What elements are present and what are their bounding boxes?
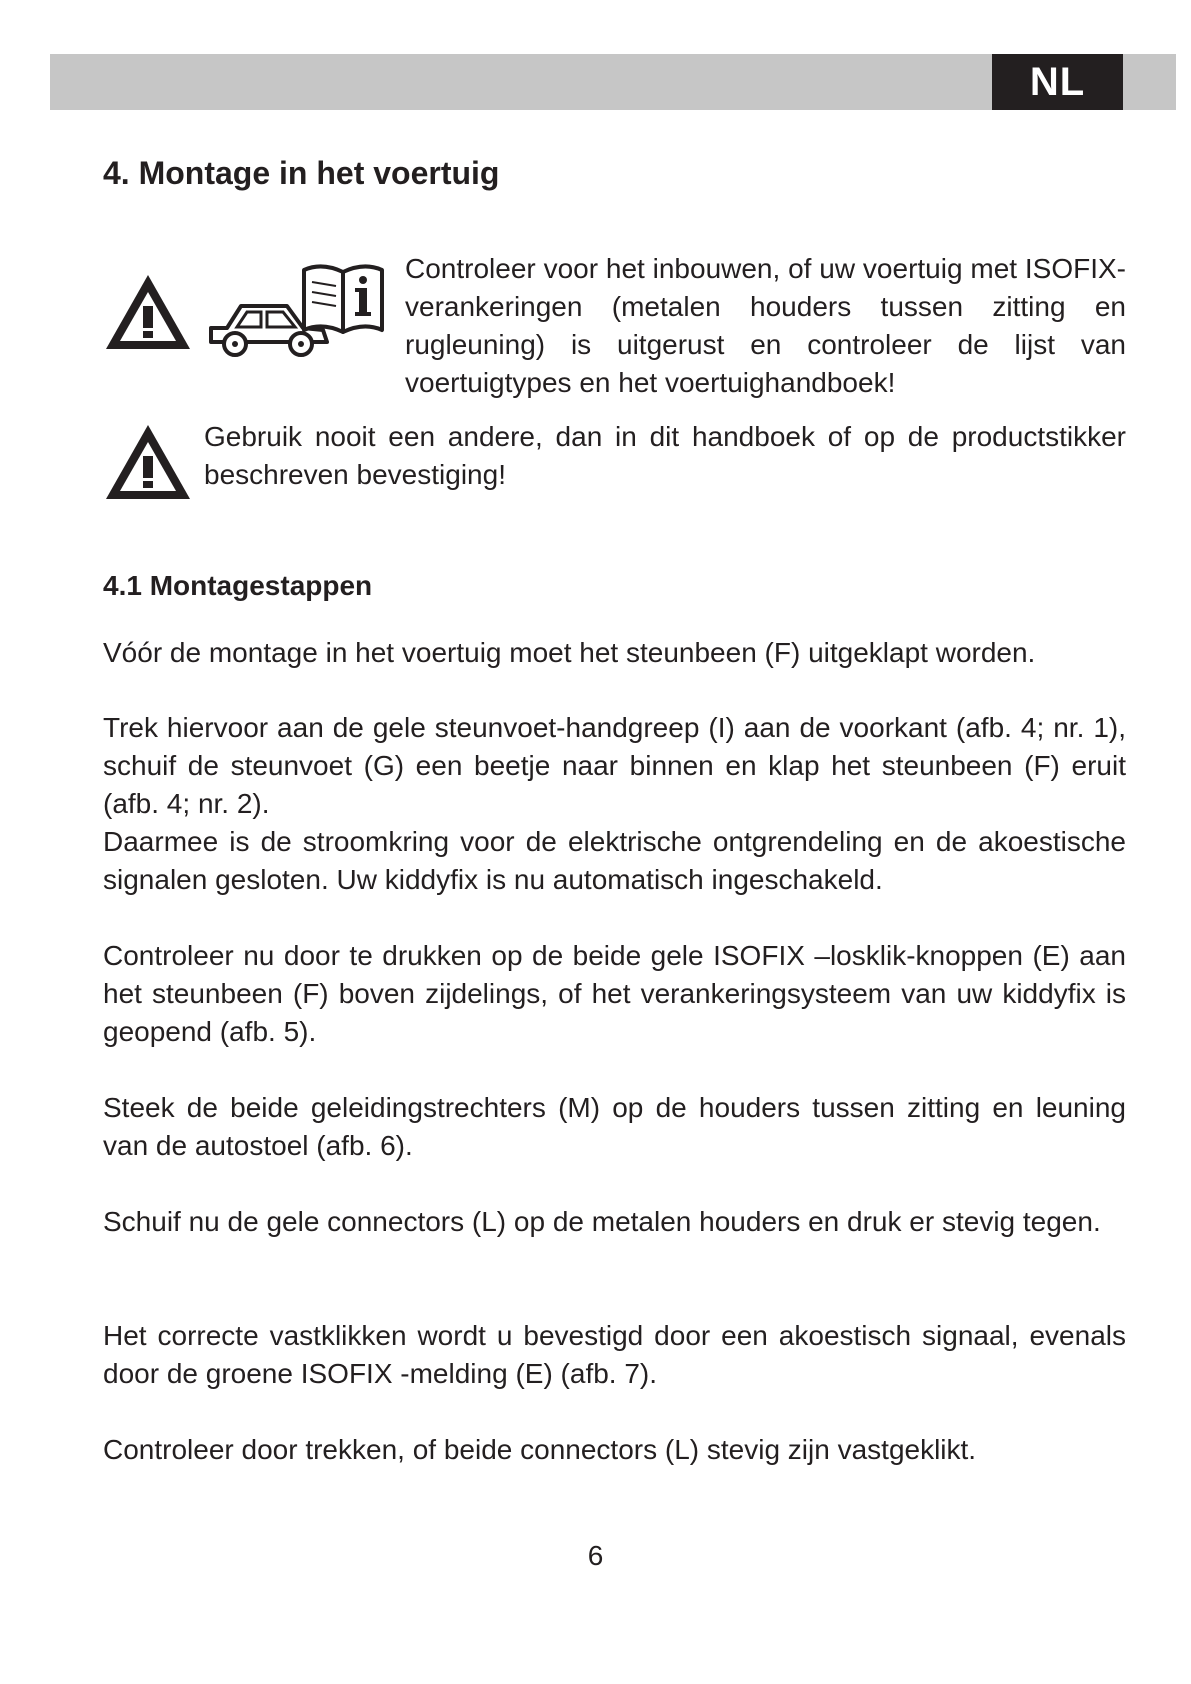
manual-book-info-icon xyxy=(298,262,388,334)
warning-triangle-icon xyxy=(103,422,193,502)
warning-text-isofix: Controleer voor het inbouwen, of uw voertuig met ISOFIX-verankeringen (metalen houders tussen zitting en rugleuning) is uitgerust en controleer de lijst van voertuigtypes en het voertuighandboek! xyxy=(405,253,1126,398)
warning-text-fastening: Gebruik nooit een andere, dan in dit handboek of op de productstikker beschreven bevestiging! xyxy=(204,421,1126,490)
page-number: 6 xyxy=(587,1540,604,1571)
paragraph: Controleer nu door te drukken op de beide gele ISOFIX –losklik-knoppen (E) aan het steunbeen (F) boven zijdelings, of het verankeringsysteem van uw kiddyfix is geopend (afb. 5). xyxy=(103,940,1126,1047)
paragraph: Controleer door trekken, of beide connectors (L) stevig zijn vastgeklikt. xyxy=(103,1434,977,1465)
paragraph: Trek hiervoor aan de gele steunvoet-handgreep (I) aan de voorkant (afb. 4; nr. 1), schuif de steunvoet (G) een beetje naar binnen en klap het steunbeen (F) eruit (afb. 4; nr. 2). xyxy=(103,712,1126,819)
paragraph: Steek de beide geleidingstrechters (M) op de houders tussen zitting en leuning van de autostoel (afb. 6). xyxy=(103,1092,1126,1161)
paragraph: Het correcte vastklikken wordt u bevestigd door een akoestisch signaal, evenals door de groene ISOFIX -melding (E) (afb. 7). xyxy=(103,1320,1126,1389)
paragraph: Daarmee is de stroomkring voor de elektrische ontgrendeling en de akoestische signalen gesloten. Uw kiddyfix is nu automatisch ingeschakeld. xyxy=(103,826,1126,895)
section-title: 4. Montage in het voertuig xyxy=(103,155,500,191)
subsection-title: 4.1 Montagestappen xyxy=(103,570,373,601)
warning-triangle-icon xyxy=(103,272,193,352)
language-badge: NL xyxy=(992,54,1123,110)
paragraph: Vóór de montage in het voertuig moet het steunbeen (F) uitgeklapt worden. xyxy=(103,637,1036,668)
paragraph: Schuif nu de gele connectors (L) op de metalen houders en druk er stevig tegen. xyxy=(103,1206,1101,1237)
